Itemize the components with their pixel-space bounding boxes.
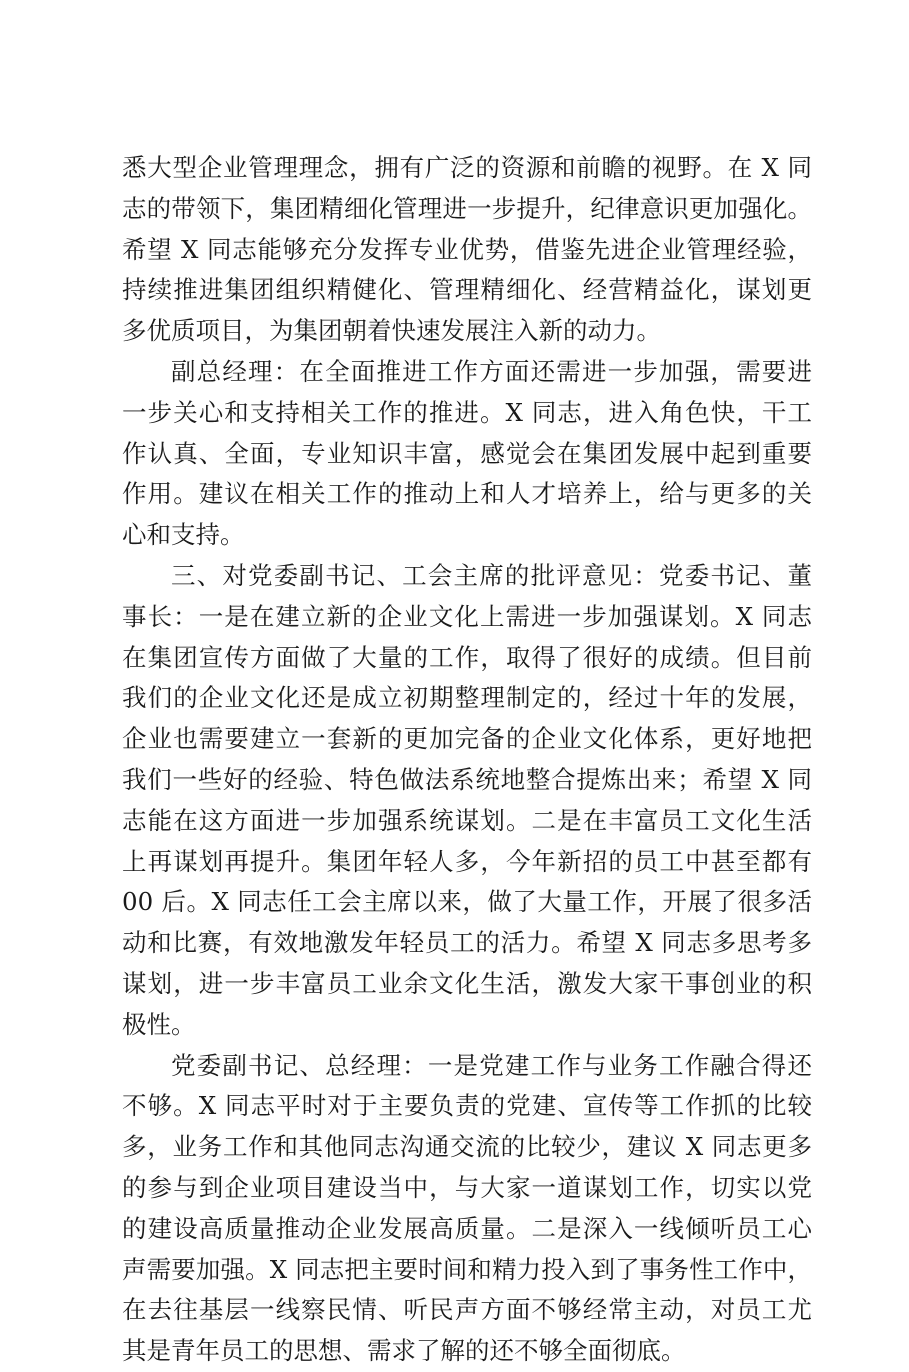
text-line: 的参与到企业项目建设当中，与大家一道谋划工作，切实以党: [122, 1172, 812, 1202]
text-line: 持续推进集团组织精健化、管理精细化、经营精益化，谋划更: [122, 275, 812, 305]
text-line: 我们的企业文化还是成立初期整理制定的，经过十年的发展，: [122, 683, 812, 713]
text-line: 企业也需要建立一套新的更加完备的企业文化体系，更好地把: [122, 724, 812, 754]
text-line: 悉大型企业管理理念，拥有广泛的资源和前瞻的视野。在 X 同: [122, 153, 812, 182]
text-line: 作用。建议在相关工作的推动上和人才培养上，给与更多的关: [122, 479, 812, 509]
text-line: 希望 X 同志能够充分发挥专业优势，借鉴先进企业管理经验，: [122, 234, 812, 264]
text-line: 我们一些好的经验、特色做法系统地整合提炼出来；希望 X 同: [122, 764, 812, 794]
text-line: 在去往基层一线察民情、听民声方面不够经常主动，对员工尤: [122, 1295, 812, 1325]
text-line: 不够。X 同志平时对于主要负责的党建、宣传等工作抓的比较: [122, 1091, 812, 1121]
text-line: 志能在这方面进一步加强系统谋划。二是在丰富员工文化生活: [122, 805, 812, 835]
text-line: 事长：一是在建立新的企业文化上需进一步加强谋划。X 同志: [122, 601, 812, 631]
paragraph-4: [122, 1046, 812, 1372]
text-line: 极性。: [122, 1009, 196, 1039]
text-line: 三、对党委副书记、工会主席的批评意见：党委书记、董: [171, 560, 812, 590]
text-line: 声需要加强。X 同志把主要时间和精力投入到了事务性工作中，: [122, 1254, 812, 1284]
paragraph-3: [122, 556, 812, 1046]
text-line: 动和比赛，有效地激发年轻员工的活力。希望 X 同志多思考多: [122, 928, 812, 958]
text-line: 心和支持。: [122, 520, 245, 550]
text-line: 00 后。X 同志任工会主席以来，做了大量工作，开展了很多活: [122, 887, 812, 917]
paragraph-2: [122, 352, 812, 556]
text-line: 上再谋划再提升。集团年轻人多，今年新招的员工中甚至都有: [122, 846, 812, 876]
text-line: 党委副书记、总经理：一是党建工作与业务工作融合得还: [171, 1050, 812, 1080]
text-line: 志的带领下，集团精细化管理进一步提升，纪律意识更加强化。: [122, 193, 812, 223]
text-line: 其是青年员工的思想、需求了解的还不够全面彻底。: [122, 1336, 686, 1366]
text-line: 的建设高质量推动企业发展高质量。二是深入一线倾听员工心: [122, 1213, 812, 1243]
text-line: 谋划，进一步丰富员工业余文化生活，激发大家干事创业的积: [122, 968, 812, 998]
document-body: [122, 148, 812, 1372]
text-line: 副总经理：在全面推进工作方面还需进一步加强，需要进: [171, 356, 812, 386]
text-line: 多优质项目，为集团朝着快速发展注入新的动力。: [122, 316, 661, 346]
text-line: 作认真、全面，专业知识丰富，感觉会在集团发展中起到重要: [122, 438, 812, 468]
paragraph-1: [122, 148, 812, 352]
text-line: 多，业务工作和其他同志沟通交流的比较少，建议 X 同志更多: [122, 1132, 812, 1162]
text-line: 在集团宣传方面做了大量的工作，取得了很好的成绩。但目前: [122, 642, 812, 672]
text-line: 一步关心和支持相关工作的推进。X 同志，进入角色快，干工: [122, 397, 812, 427]
